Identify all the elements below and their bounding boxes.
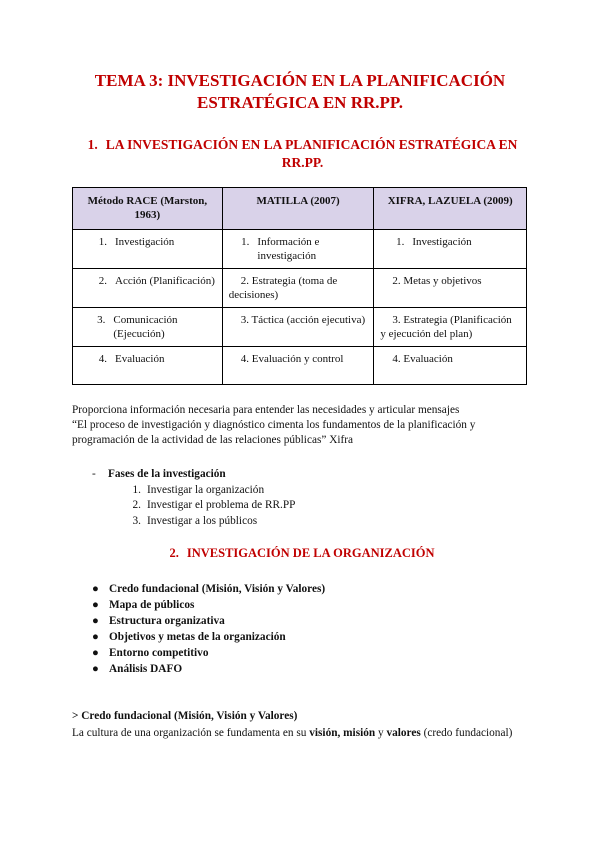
list-item: [92, 498, 295, 514]
cell-text: 2. Metas y objetivos: [392, 275, 482, 287]
bullet-icon: ●: [92, 647, 99, 659]
methods-table: [72, 187, 527, 385]
list-item-text: Investigar el problema de RR.PP: [147, 499, 296, 511]
list-number: 3.: [132, 514, 141, 527]
list-item-text: Investigar a los públicos: [147, 514, 258, 527]
list-item-text: Credo fundacional (Misión, Visión y Valores): [109, 583, 326, 595]
list-item-text: Mapa de públicos: [109, 599, 195, 611]
list-item-text: Estructura organizativa: [109, 615, 225, 627]
table-cell: [222, 269, 374, 308]
list-item: [92, 661, 325, 677]
list-item: [92, 483, 295, 499]
table-cell: [73, 347, 223, 385]
list-number: 2.: [98, 275, 107, 287]
table-header: Método RACE (Marston, 1963): [73, 188, 223, 230]
cell-text: Información e investigación: [257, 236, 320, 262]
credo-bold-valores: valores: [386, 727, 421, 739]
list-number: 4.: [98, 353, 107, 365]
credo-text-end: (credo fundacional): [420, 727, 513, 739]
cell-text: 3. Estrategia (Planificación y ejecución del plan): [380, 314, 512, 340]
list-item: [92, 645, 325, 661]
section-1-heading: [70, 136, 535, 172]
credo-text-mid: y: [375, 727, 387, 739]
table-row: [73, 269, 527, 308]
table-cell: [222, 308, 374, 347]
table-row: [73, 230, 527, 269]
credo-paragraph: [72, 726, 532, 741]
cell-text: Acción (Planificación): [115, 275, 215, 287]
section-2-number: 2.: [169, 546, 179, 560]
list-number: 1.: [241, 236, 250, 248]
table-cell: [73, 308, 223, 347]
cell-text: 4. Evaluación: [392, 353, 453, 365]
credo-text: La cultura de una organización se fundamenta en su: [72, 727, 310, 739]
bullet-icon: ●: [92, 663, 99, 675]
bullet-icon: ●: [92, 583, 99, 595]
intro-line: Proporciona información necesaria para entender las necesidades y articular mensajes: [72, 404, 460, 416]
credo-bold-vision-mision: visión, misión: [309, 727, 376, 739]
cell-text: Investigación: [115, 236, 175, 248]
cell-text: 3. Táctica (acción ejecutiva): [240, 314, 366, 326]
list-number: 2.: [132, 499, 141, 511]
bullet-icon: ●: [92, 615, 99, 627]
table-header: MATILLA (2007): [222, 188, 374, 230]
list-item-text: Entorno competitivo: [109, 647, 209, 659]
table-cell: [374, 308, 527, 347]
cell-text: Investigación: [412, 236, 472, 248]
table-cell: [222, 347, 374, 385]
xifra-quote: “El proceso de investigación y diagnóstico cimenta los fundamentos de la planificación y programación de la actividad de las relaciones públicas” Xifra: [72, 419, 476, 446]
list-item: [92, 629, 325, 645]
list-item: [92, 581, 325, 597]
intro-paragraph: [72, 403, 532, 448]
cell-text: Evaluación: [115, 353, 165, 365]
cell-text: Comunicación (Ejecución): [113, 314, 178, 340]
table-cell: [73, 230, 223, 269]
section-1-title: LA INVESTIGACIÓN EN LA PLANIFICACIÓN ESTRATÉGICA EN RR.PP.: [105, 137, 518, 170]
list-item-text: Investigar la organización: [147, 483, 265, 496]
bullet-icon: ●: [92, 631, 99, 643]
page-title: TEMA 3: INVESTIGACIÓN EN LA PLANIFICACIÓN ESTRATÉGICA EN RR.PP.: [94, 71, 506, 112]
table-header: XIFRA, LAZUELA (2009): [374, 188, 527, 230]
table-cell: [374, 347, 527, 385]
credo-heading: > Credo fundacional (Misión, Visión y Valores): [72, 710, 298, 722]
list-number: 1.: [396, 236, 405, 248]
fases-heading: [92, 467, 295, 483]
section-2-title: INVESTIGACIÓN DE LA ORGANIZACIÓN: [186, 546, 435, 560]
table-header-row: [73, 188, 527, 230]
cell-text: 2. Estrategia (toma de decisiones): [228, 275, 338, 301]
list-item: [92, 597, 325, 613]
dash-marker: -: [92, 468, 96, 480]
table-row: [73, 347, 527, 385]
fases-list: [92, 467, 295, 529]
table-cell: [222, 230, 374, 269]
organization-bullets: [92, 581, 325, 677]
section-2-heading: [72, 546, 532, 561]
list-number: 1.: [98, 236, 107, 248]
table-row: [73, 308, 527, 347]
bullet-icon: ●: [92, 599, 99, 611]
list-item: [92, 514, 295, 530]
list-number: 1.: [132, 483, 141, 496]
list-item-text: Análisis DAFO: [109, 663, 183, 675]
list-item-text: Objetivos y metas de la organización: [109, 631, 286, 643]
table-cell: [374, 269, 527, 308]
list-item: [92, 613, 325, 629]
table-cell: [73, 269, 223, 308]
list-number: 3.: [97, 314, 106, 326]
cell-text: 4. Evaluación y control: [240, 353, 344, 365]
table-cell: [374, 230, 527, 269]
section-1-number: 1.: [87, 137, 98, 152]
fases-title: Fases de la investigación: [108, 468, 226, 480]
